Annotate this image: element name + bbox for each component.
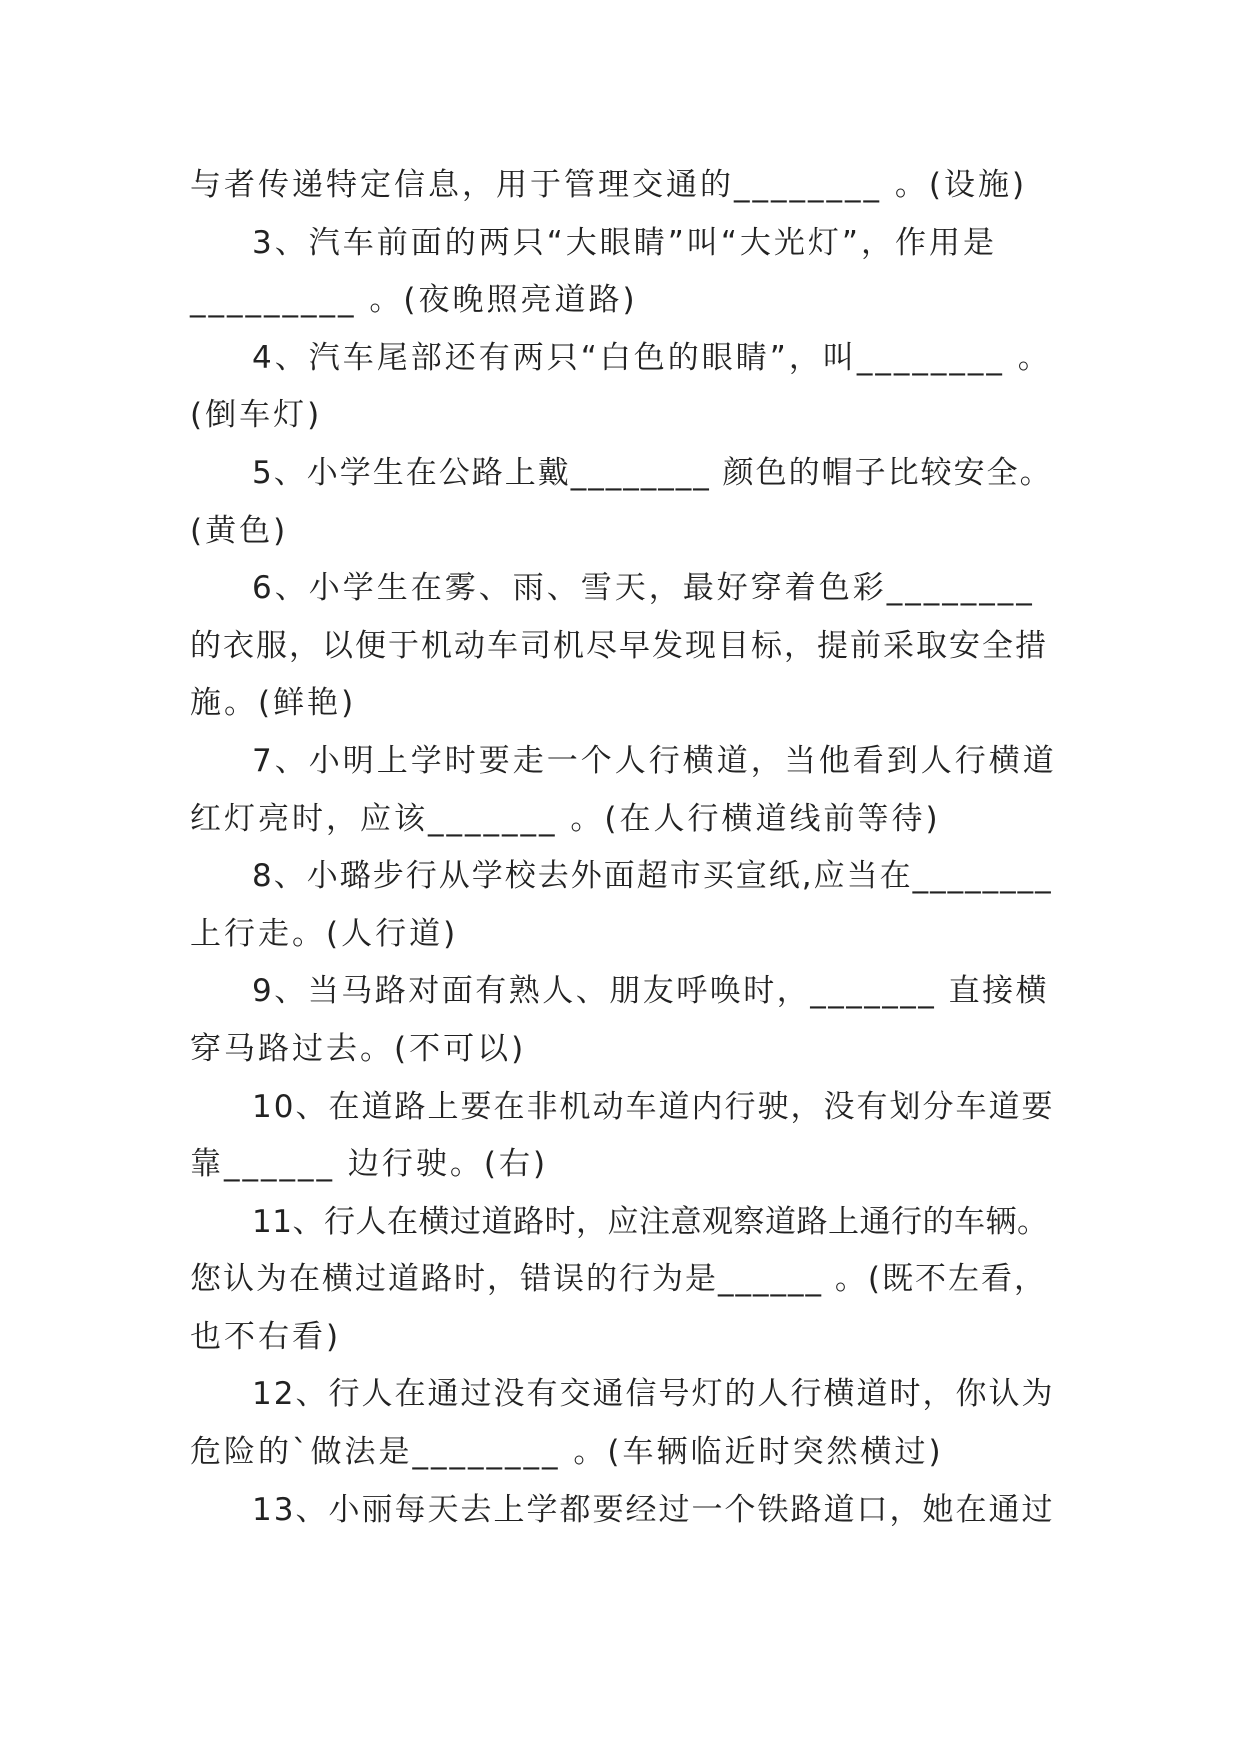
- question-11-line: 11、行人在横过道路时，应注意观察道路上通行的车辆。: [252, 1203, 1049, 1240]
- question-9-line: 9、当马路对面有熟人、朋友呼唤时，_______ 直接横: [252, 973, 1050, 1010]
- text-line: 的衣服，以便于机动车司机尽早发现目标，提前采取安全措: [190, 627, 1048, 664]
- question-13-line: 13、小丽每天去上学都要经过一个铁路道口，她在通过: [252, 1491, 1055, 1528]
- text-line: 穿马路过去。(不可以): [190, 1030, 527, 1067]
- question-10-line: 10、在道路上要在非机动车道内行驶，没有划分车道要: [252, 1088, 1055, 1125]
- text-line: (倒车灯): [190, 397, 323, 434]
- text-line: 与者传递特定信息，用于管理交通的________ 。(设施): [190, 167, 1028, 203]
- text-line: 施。(鲜艳): [190, 685, 357, 722]
- question-6-line: 6、小学生在雾、雨、雪天，最好穿着色彩________: [252, 570, 1035, 607]
- text-line: 红灯亮时，应该_______ 。(在人行横道线前等待): [190, 800, 941, 837]
- question-12-line: 12、行人在通过没有交通信号灯的人行横道时，你认为: [252, 1376, 1055, 1413]
- text-line: 上行走。(人行道): [190, 915, 459, 952]
- text-line: _________ 。(夜晚照亮道路): [190, 282, 638, 319]
- question-3-line: 3、汽车前面的两只“大眼睛”叫“大光灯”，作用是: [252, 224, 997, 261]
- question-4-line: 4、汽车尾部还有两只“白色的眼睛”，叫________ 。: [252, 339, 1052, 376]
- text-line: 也不右看): [190, 1318, 342, 1355]
- text-line: (黄色): [190, 512, 289, 549]
- text-line: 您认为在横过道路时，错误的行为是______ 。(既不左看，: [190, 1261, 1047, 1298]
- text-line: 危险的`做法是________ 。(车辆临近时突然横过): [190, 1434, 944, 1471]
- text-line: 靠______ 边行驶。(右): [190, 1146, 549, 1183]
- document-body: [190, 157, 1058, 1539]
- question-5-line: 5、小学生在公路上戴________ 颜色的帽子比较安全。: [252, 454, 1053, 491]
- question-7-line: 7、小明上学时要走一个人行横道，当他看到人行横道: [252, 742, 1057, 779]
- question-8-line: 8、小璐步行从学校去外面超市买宣纸,应当在________: [252, 858, 1053, 895]
